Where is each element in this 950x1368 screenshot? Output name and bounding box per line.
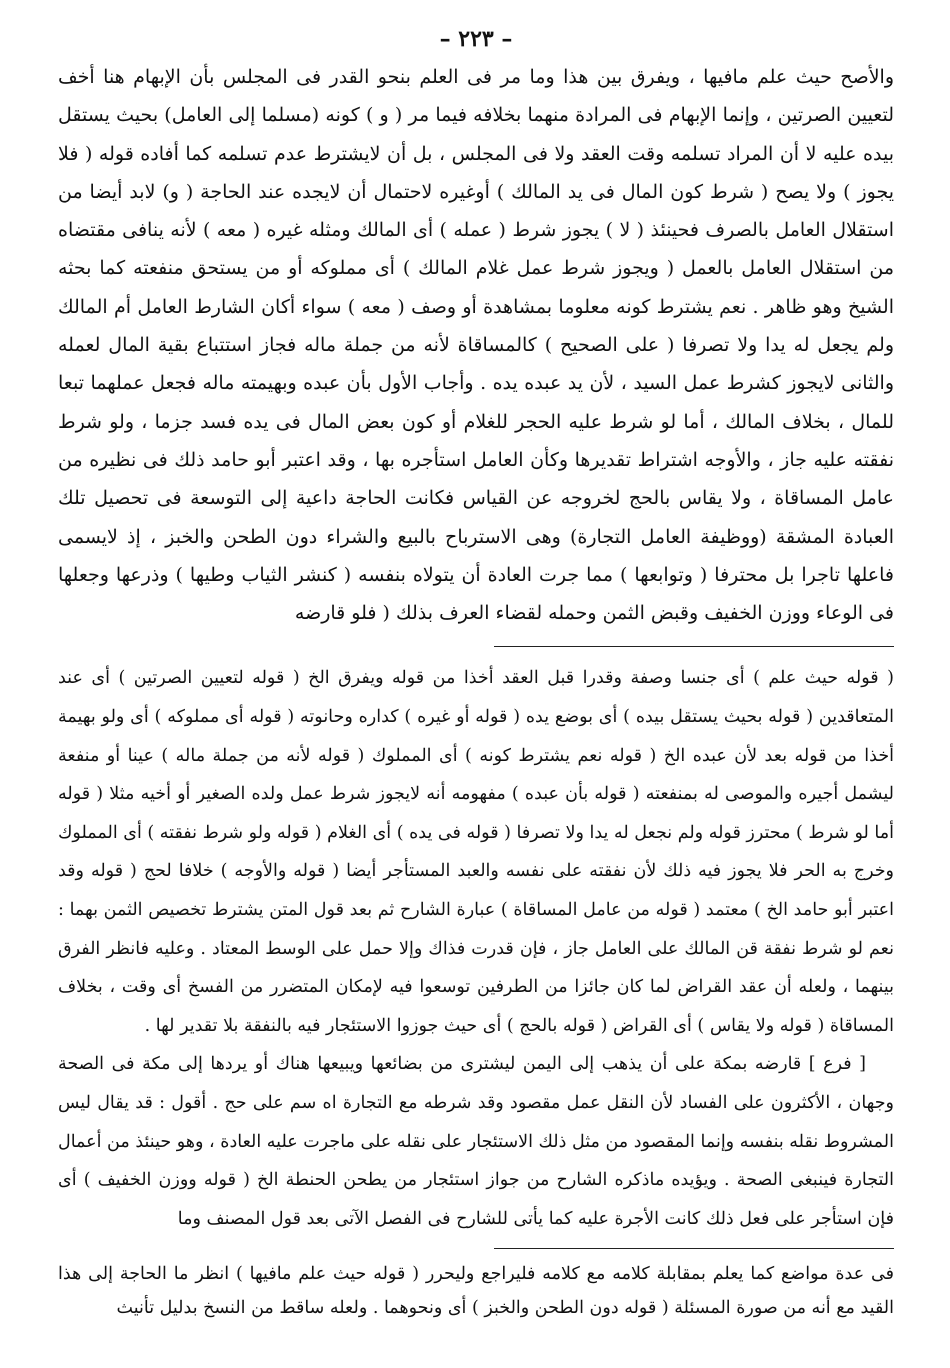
gloss-paragraph-1: ( قوله حيث علم ) أى جنسا وصفة وقدرا قبل العقد أخذا من قوله ويفرق الخ ( قوله لتعيين الصرتين ) أى عند المتعاقدين ( قوله بحيث يستقل بيده ) أى بوضع يده ( قوله أو غيره ) كداره وحانوته ( قوله أى مملوكه ) أى ولو بهيمة أخذا من قوله بعد لأن عبده الخ ( قوله نعم يشترط كونه ) أى المملوك ( قوله لأنه من جملة ماله ) عينا أو منفعة ليشمل أجيره والموصى له بمنفعته ( قوله بأن عبده ) مفهومه أنه لايجوز شرط عمل ولده الصغير أو أخيه مثلا ( قوله أما لو شرط ) محترز قوله ولم نجعل له يدا ولا تصرفا ( قوله فى يده ) أى الغلام ( قوله ولو شرط نفقته ) أى المملوك وخرج به الحر فلا يجوز فيه ذلك لأن نفقته على نفسه والعبد المستأجر أيضا ( قوله والأوجه ) خلافا لحج ( قوله وقد اعتبر أبو حامد الخ ) معتمد ( قوله من عامل المساقاة ) عبارة الشارح ثم بعد قول المتن يشترط تخصيص الثمن بهما : نعم لو شرط نفقة قن المالك على العامل جاز ، فإن قدرت فذاك وإلا حمل على الوسط المعتاد . وعليه فانظر الفرق بينهما ، ولعله أن عقد القراض لما كان جائزا من الطرفين توسعوا فيه لإمكان المتضرر من الفسخ أى وقت ، بخلاف المساقاة ( قوله ولا يقاس ) أى القراض ( قوله بالحج ) أى حيث جوزوا الاستئجار فيه بالنفقة بلا تقدير لها .: [58, 668, 894, 1036]
gloss-section: [58, 659, 894, 1238]
footnote-section: [58, 1257, 894, 1325]
document-page: [58, 24, 894, 1325]
gloss-paragraph-2: [ فرع ] قارضه بمكة على أن يذهب إلى اليمن ليشترى من بضائعها ويبيعها هناك أو يردها إلى مكة فى الصحة وجهان ، الأكثرون على الفساد لأن النقل عمل مقصود وقد شرطه مع التجارة اه سم على حج . أقول : قد يقال ليس المشروط نقله بنفسه وإنما المقصود من مثل ذلك الاستئجار على نقله على ماجرت عليه العادة ، وهو حينئذ من أعمال التجارة فينبغى الصحة . ويؤيده ماذكره الشارح من جواز استئجار من يطحن الحنطة الخ ( قوله ووزن الخفيف ) أى فإن استأجر على فعل ذلك كانت الأجرة عليه كما يأتى للشارح فى الفصل الآتى بعد قول المصنف وما: [58, 1054, 894, 1229]
main-text-paragraph: والأصح حيث علم مافيها ، ويفرق بين هذا وما مر فى العلم بنحو القدر فى المجلس بأن الإبهام هنا أخف لتعيين الصرتين ، وإنما الإبهام فى المرادة منهما بخلافه فيما مر ( و ) كونه (مسلما إلى العامل) بحيث يستقل بيده عليه لا أن المراد تسلمه وقت العقد ولا فى المجلس ، بل أن لايشترط عدم تسلمه كما أفاده قوله ( فلا يجوز ) ولا يصح ( شرط كون المال فى يد المالك ) أوغيره لاحتمال أن لايجده عند الحاجة ( و) لابد أيضا من استقلال العامل بالصرف فحينئذ ( لا ) يجوز شرط ( عمله ) أى المالك ومثله غيره ( معه ) لأنه ينافى مقتضاه من استقلال العامل بالعمل ( ويجوز شرط عمل غلام المالك ) أى مملوكه أو من يستحق منفعته كما بحثه الشيخ وهو ظاهر . نعم يشترط كونه معلوما بمشاهدة أو وصف ( معه ) سواء أكان الشارط العامل أم المالك ولم يجعل له يدا ولا تصرفا ( على الصحيح ) كالمساقاة لأنه من جملة ماله فجاز استتباع بقية المال لعمله والثانى لايجوز كشرط عمل السيد ، لأن يد عبده يده . وأجاب الأول بأن عبده وبهيمته ماله فجعل عملهما تبعا للمال ، بخلاف المالك ، أما لو شرط عليه الحجر للغلام أو كون بعض المال فى يده فسد جزما ، ولو شرط نفقته عليه جاز ، والأوجه اشتراط تقديرها وكأن العامل استأجره بها ، وقد اعتبر أبو حامد ذلك فى نظيره من عامل المساقاة ، ولا يقاس بالحج لخروجه عن القياس فكانت الحاجة داعية إلى التوسعة فى تحصيل تلك العبادة المشقة (ووظيفة العامل التجارة) وهى الاسترباح بالبيع والشراء دون الطحن والخبز ، إذ لايسمى فاعلها تاجرا بل محترفا ( وتوابعها ) مما جرت العادة أن يتولاه بنفسه ( كنشر الثياب وطيها ) وذرعها وجعلها فى الوعاء ووزن الخفيف وقبض الثمن وحمله لقضاء العرف بذلك ( فلو قارضه: [58, 66, 894, 625]
main-gloss-divider: [494, 646, 894, 647]
page-number: – ٢٢٣ –: [439, 26, 513, 52]
footnote-divider: [494, 1248, 894, 1249]
main-text-section: [58, 58, 894, 632]
footnote-paragraph: فى عدة مواضع كما يعلم بمقابلة كلامه مع كلامه فليراجع وليحرر ( قوله حيث علم مافيها ) انظر ما الحاجة إلى هذا القيد مع أنه من صورة المسئلة ( قوله دون الطحن والخبز ) أى ونحوهما . ولعله ساقط من النسخ بدليل تأنيث: [58, 1264, 894, 1319]
